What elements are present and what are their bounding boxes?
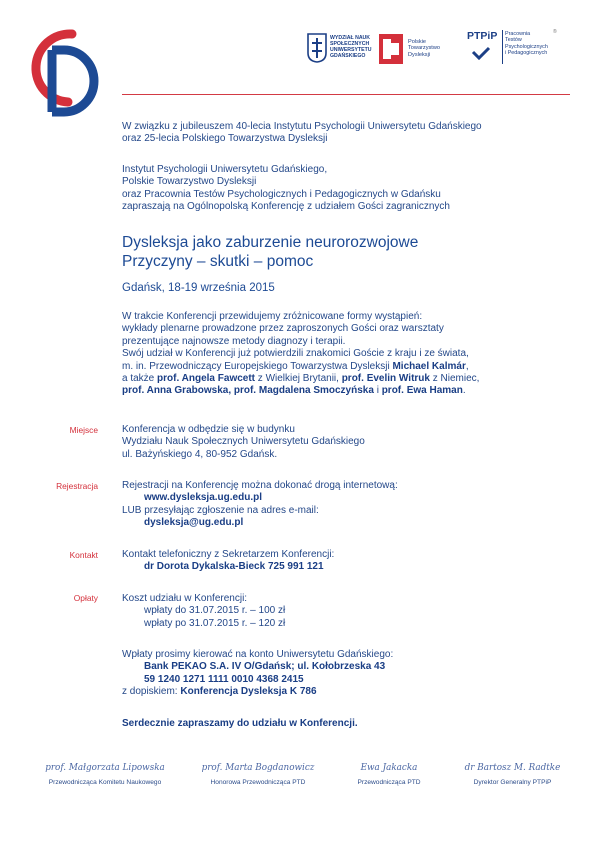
guest-name: prof. Evelin Witruk bbox=[341, 373, 430, 385]
ptd-logo-line: Towarzystwo bbox=[408, 45, 441, 52]
venue-label: Miejsce bbox=[69, 425, 98, 435]
fees-line: wpłaty po 31.07.2015 r. – 120 zł bbox=[144, 617, 286, 629]
bank-name: Bank PEKAO S.A. IV O/Gdańsk; ul. Kołobrzeska 43 bbox=[144, 661, 386, 673]
text: z Wielkiej Brytanii, bbox=[255, 373, 342, 385]
registration-text bbox=[122, 480, 572, 530]
place-date: Gdańsk, 18-19 września 2015 bbox=[122, 282, 275, 294]
contact-text bbox=[122, 549, 572, 574]
registration-line: LUB przesyłając zgłoszenie na adres e-mail: bbox=[122, 504, 319, 516]
description-line: W trakcie Konferencji przewidujemy zróżnicowane formy wystąpień: bbox=[122, 311, 423, 322]
text: , bbox=[465, 360, 469, 372]
fees-line: Koszt udziału w Konferencji: bbox=[122, 593, 248, 604]
signature-role: Przewodnicząca PTD bbox=[357, 779, 421, 786]
ptpip-logo bbox=[467, 30, 567, 70]
payment-text bbox=[122, 649, 572, 699]
account-number: 59 1240 1271 1111 0010 4368 2415 bbox=[144, 673, 304, 685]
description-line bbox=[122, 385, 582, 397]
guest-name: prof. Angela Fawcett bbox=[157, 373, 256, 385]
venue-line: ul. Bażyńskiego 4, 80-952 Gdańsk. bbox=[122, 448, 278, 460]
title-line-1: Dysleksja jako zaburzenie neurorozwojowe bbox=[122, 234, 419, 251]
description bbox=[122, 311, 582, 398]
organizer-line: Polskie Towarzystwo Dysleksji bbox=[122, 176, 257, 188]
registered-mark: ® bbox=[553, 29, 557, 35]
text: z Niemiec, bbox=[429, 373, 480, 385]
venue-line: Wydziału Nauk Społecznych Uniwersytetu Gdańskiego bbox=[122, 436, 365, 448]
ptpip-acronym: PTPiP bbox=[467, 30, 498, 42]
organizer-line: oraz Pracownia Testów Psychologicznych i Pedagogicznych w Gdańsku bbox=[122, 188, 441, 200]
text: i bbox=[373, 385, 382, 397]
contact-line: Kontakt telefoniczny z Sekretarzem Konferencji: bbox=[122, 549, 335, 560]
header-rule bbox=[122, 94, 570, 95]
ptd-mark-icon bbox=[378, 33, 404, 65]
fees-text bbox=[122, 593, 572, 630]
description-line: prezentujące najnowsze metody diagnozy i terapii. bbox=[122, 335, 346, 347]
text: a także bbox=[122, 373, 158, 385]
description-line bbox=[122, 373, 582, 385]
ug-faculty-logo bbox=[307, 33, 375, 67]
closing-text: Serdecznie zapraszamy do udziału w Konferencji. bbox=[122, 718, 358, 729]
ptpip-logo-line: Testów bbox=[505, 37, 522, 44]
fees-line: wpłaty do 31.07.2015 r. – 100 zł bbox=[144, 605, 286, 617]
ptpip-logo-line: Psychologicznych bbox=[505, 43, 548, 50]
contact-person: dr Dorota Dykalska-Bieck 725 991 121 bbox=[144, 561, 324, 573]
payment-memo: Konferencja Dysleksja K 786 bbox=[180, 686, 317, 698]
checkmark-icon bbox=[471, 46, 491, 60]
ptpip-logo-line: Pracownia bbox=[505, 31, 531, 37]
signature-4 bbox=[440, 763, 585, 786]
text: m. in. Przewodniczący Europejskiego Towarzystwa Dysleksji bbox=[122, 360, 393, 372]
signature-name: prof. Marta Bogdanowicz bbox=[201, 763, 315, 773]
ptpip-divider bbox=[502, 30, 503, 64]
description-line bbox=[122, 361, 582, 373]
signature-name: prof. Małgorzata Lipowska bbox=[45, 763, 165, 773]
ptd-logo bbox=[378, 33, 448, 67]
payment-line bbox=[122, 686, 572, 698]
registration-line: Rejestracji na Konferencję można dokonać drogą internetową: bbox=[122, 480, 398, 491]
signature-name: Ewa Jakacka bbox=[360, 763, 418, 773]
ptpip-logo-line: i Pedagogicznych bbox=[505, 49, 548, 56]
signature-role: Przewodnicząca Komitetu Naukowego bbox=[48, 779, 162, 786]
guest-name: prof. Anna Grabowska, prof. Magdalena Smoczyńska bbox=[122, 385, 374, 397]
venue-text bbox=[122, 424, 572, 461]
ptd-logo-line: Dysleksji bbox=[408, 51, 431, 58]
payment-line: Wpłaty prosimy kierować na konto Uniwersytetu Gdańskiego: bbox=[122, 649, 394, 660]
guest-name: Michael Kalmár bbox=[392, 360, 466, 372]
signature-3 bbox=[334, 763, 444, 786]
intro-text bbox=[122, 121, 572, 146]
ug-logo-line: WYDZIAŁ NAUK bbox=[330, 35, 371, 41]
organizer-line: Instytut Psychologii Uniwersytetu Gdańskiego, bbox=[122, 164, 328, 175]
registration-email-link[interactable]: dysleksja@ug.edu.pl bbox=[144, 517, 244, 529]
ug-logo-line: UNIWERSYTETU bbox=[330, 47, 372, 53]
venue-line: Konferencja w odbędzie się w budynku bbox=[122, 424, 295, 435]
description-line: wykłady plenarne prowadzone przez zaproszonych Gości oraz warsztaty bbox=[122, 323, 444, 335]
organizer-line: zapraszają na Ogólnopolską Konferencję z udziałem Gości zagranicznych bbox=[122, 201, 450, 213]
contact-label: Kontakt bbox=[69, 550, 98, 560]
signature-role: Honorowa Przewodnicząca PTD bbox=[210, 779, 306, 786]
signature-1 bbox=[20, 763, 190, 786]
text: . bbox=[462, 385, 466, 397]
guest-name: prof. Ewa Haman bbox=[381, 385, 463, 397]
fees-label: Opłaty bbox=[73, 593, 98, 603]
ug-crest-icon bbox=[307, 33, 327, 63]
ug-logo-line: GDAŃSKIEGO bbox=[330, 53, 366, 59]
text: z dopiskiem: bbox=[122, 686, 181, 698]
registration-url-link[interactable]: www.dysleksja.ug.edu.pl bbox=[144, 492, 262, 504]
title-line-2: Przyczyny – skutki – pomoc bbox=[122, 253, 314, 270]
intro-line: W związku z jubileuszem 40-lecia Instytutu Psychologii Uniwersytetu Gdańskiego bbox=[122, 121, 482, 132]
conference-title bbox=[122, 233, 572, 271]
signature-2 bbox=[183, 763, 333, 786]
ug-logo-line: SPOŁECZNYCH bbox=[330, 41, 370, 47]
description-line: Swój udział w Konferencji już potwierdzili znakomici Goście z kraju i ze świata, bbox=[122, 348, 469, 360]
organizers-text bbox=[122, 164, 572, 214]
signature-role: Dyrektor Generalny PTPiP bbox=[473, 779, 552, 786]
ptd-logo-line: Polskie bbox=[408, 39, 427, 45]
registration-label: Rejestracja bbox=[56, 481, 98, 491]
signature-name: dr Bartosz M. Radtke bbox=[464, 763, 561, 773]
intro-line: oraz 25-lecia Polskiego Towarzystwa Dysleksji bbox=[122, 133, 328, 145]
gd-logo bbox=[28, 28, 104, 118]
